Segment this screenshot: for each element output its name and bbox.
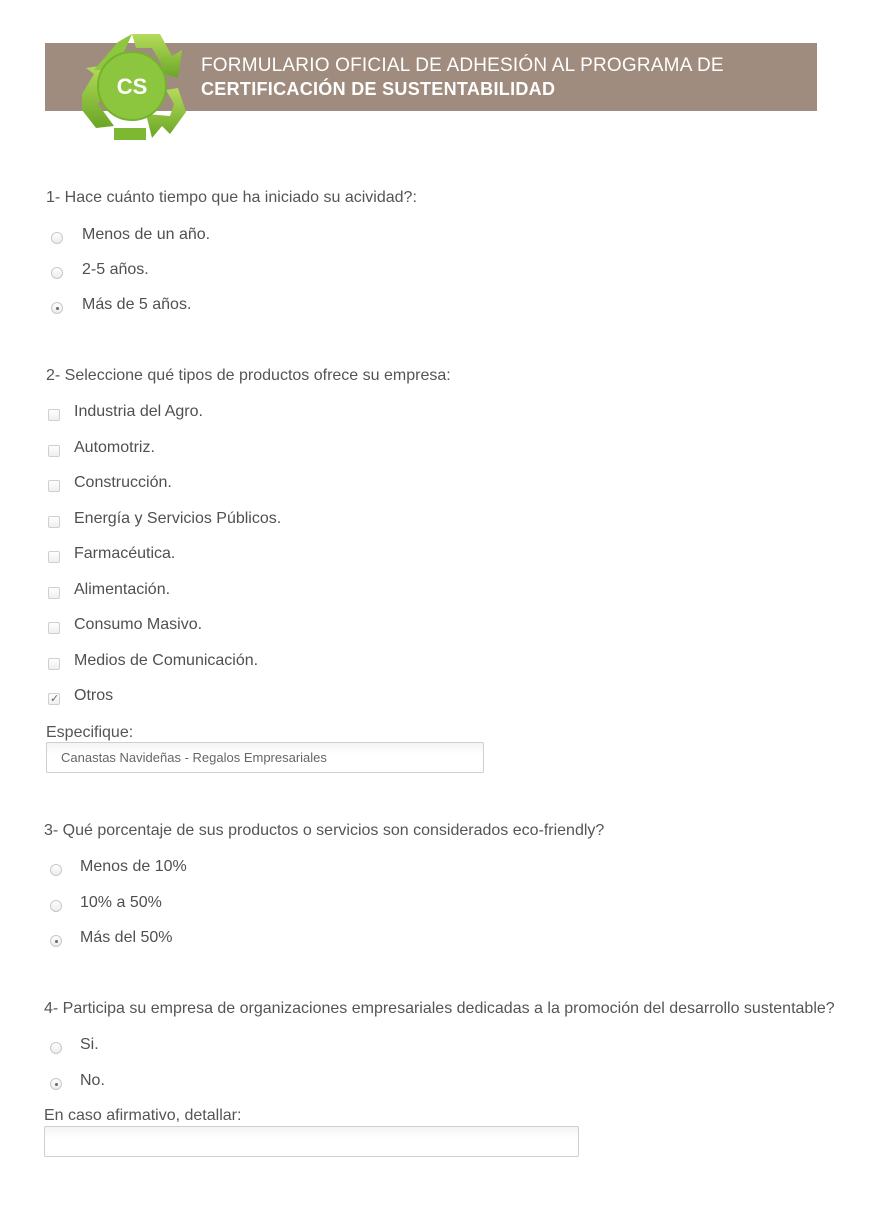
checkbox[interactable] <box>48 587 60 599</box>
option-label: 2-5 años. <box>82 261 149 278</box>
option-label: Construcción. <box>74 474 172 491</box>
radio-button[interactable] <box>50 900 62 912</box>
detail-label: En caso afirmativo, detallar: <box>44 1107 242 1124</box>
checkbox[interactable] <box>48 622 60 634</box>
radio-button[interactable] <box>51 267 63 279</box>
checkbox[interactable]: ✓ <box>50 692 60 705</box>
radio-button[interactable] <box>50 1078 62 1090</box>
option-label: Más de 5 años. <box>82 296 192 313</box>
option-label: Consumo Masivo. <box>74 616 203 633</box>
option-label: Industria del Agro. <box>74 403 203 420</box>
radio-button[interactable] <box>50 935 62 947</box>
option-label: Farmacéutica. <box>74 545 176 562</box>
option-label: Automotriz. <box>74 439 155 456</box>
radio-button[interactable] <box>51 232 63 244</box>
option-label: Si. <box>80 1036 99 1053</box>
q3-question: 3- Qué porcentaje de sus productos o servicios son considerados eco-friendly? <box>44 822 605 839</box>
checkbox[interactable] <box>48 516 60 528</box>
option-label: Otros <box>74 687 114 704</box>
radio-button[interactable] <box>50 1042 62 1054</box>
radio-button[interactable] <box>50 864 62 876</box>
option-label: Alimentación. <box>74 581 171 598</box>
option-label: Menos de 10% <box>80 858 187 875</box>
checkbox[interactable] <box>48 480 60 492</box>
checkbox[interactable] <box>48 409 60 421</box>
radio-button[interactable] <box>51 302 63 314</box>
specify-input[interactable] <box>46 742 484 773</box>
recycle-logo-icon <box>74 30 190 142</box>
option-label: No. <box>80 1072 105 1089</box>
option-label: Menos de un año. <box>82 226 211 243</box>
option-label: Medios de Comunicación. <box>74 652 259 669</box>
specify-label: Especifique: <box>46 724 134 741</box>
header-title-line2: CERTIFICACIÓN DE SUSTENTABILIDAD <box>201 79 556 99</box>
checkbox[interactable] <box>48 551 60 563</box>
option-label: Más del 50% <box>80 929 173 946</box>
option-label: 10% a 50% <box>80 894 162 911</box>
logo-text: CS <box>116 74 148 99</box>
header-title-line1: FORMULARIO OFICIAL DE ADHESIÓN AL PROGRAMA DE <box>201 55 724 76</box>
specify-input-value: Canastas Navideñas - Regalos Empresariales <box>61 750 327 765</box>
q4-question: 4- Participa su empresa de organizaciones empresariales dedicadas a la promoción del desarrollo sustentable? <box>44 1000 835 1017</box>
option-label: Energía y Servicios Públicos. <box>74 510 282 527</box>
q2-question: 2- Seleccione qué tipos de productos ofrece su empresa: <box>46 367 451 384</box>
q1-question: 1- Hace cuánto tiempo que ha iniciado su acividad?: <box>46 189 417 206</box>
checkbox[interactable] <box>48 658 60 670</box>
checkbox[interactable] <box>48 445 60 457</box>
detail-input[interactable] <box>44 1126 579 1157</box>
